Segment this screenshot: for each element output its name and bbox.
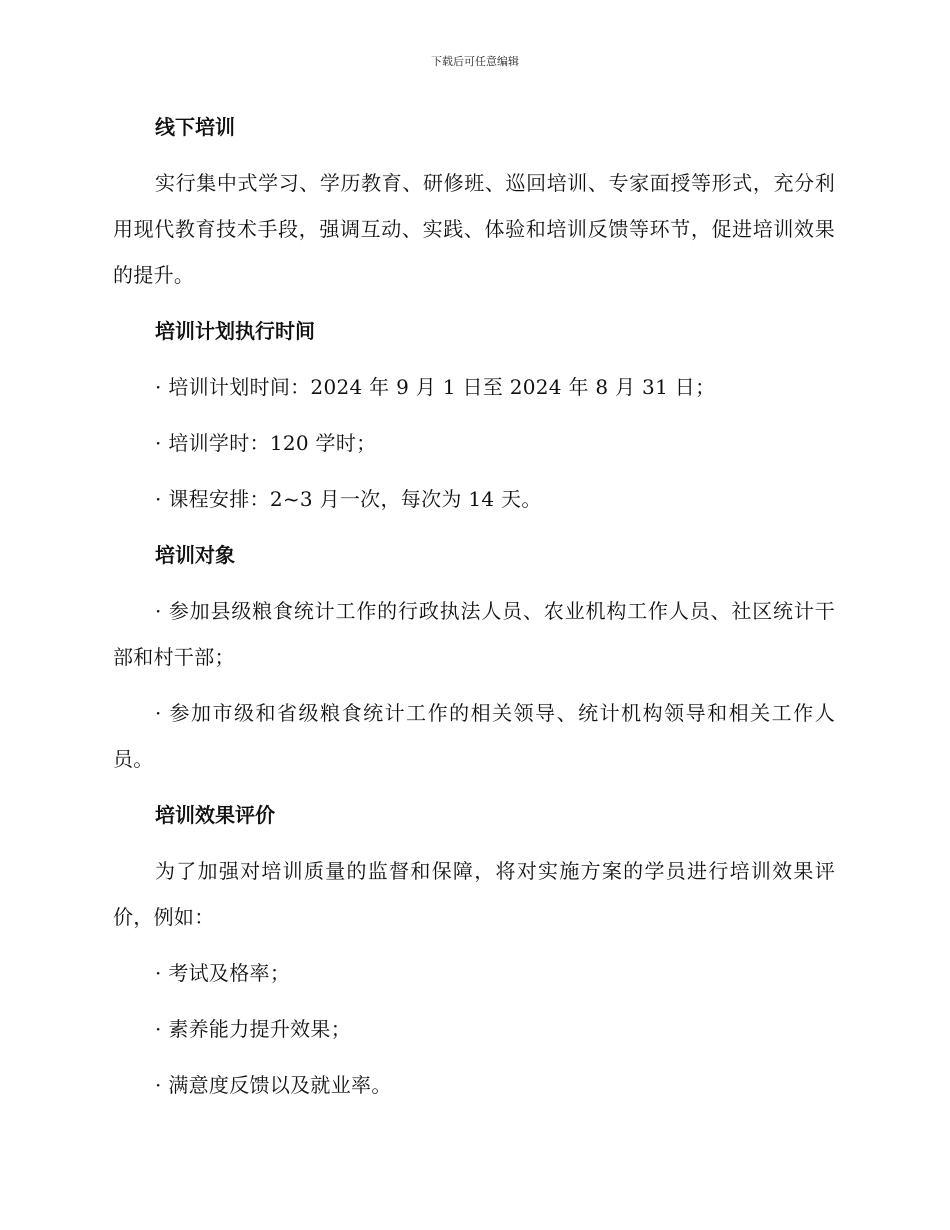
- list-item-study-hours: · 培训学时：120 学时；: [155, 431, 377, 455]
- paragraph-evaluation-intro: 为了加强对培训质量的监督和保障，将对实施方案的学员进行培训效果评价，例如：: [113, 859, 835, 929]
- section-heading-trainees: 培训对象: [155, 543, 235, 567]
- page-header: 下载后可任意编辑: [431, 55, 519, 68]
- section-heading-schedule: 培训计划执行时间: [155, 319, 315, 343]
- list-item-pass-rate: · 考试及格率；: [155, 961, 291, 985]
- section-heading-offline-training: 线下培训: [155, 115, 235, 139]
- section-heading-evaluation: 培训效果评价: [155, 803, 275, 827]
- list-item-plan-time: · 培训计划时间：2024 年 9 月 1 日至 2024 年 8 月 31 日；: [155, 375, 716, 399]
- list-item-course-arrangement: · 课程安排：2~3 月一次，每次为 14 天。: [155, 487, 542, 511]
- paragraph-offline-training-description: 实行集中式学习、学历教育、研修班、巡回培训、专家面授等形式，充分利用现代教育技术手段，强调互动、实践、体验和培训反馈等环节，促进培训效果的提升。: [113, 171, 835, 287]
- list-item-city-provincial-staff: · 参加市级和省级粮食统计工作的相关领导、统计机构领导和相关工作人员。: [113, 701, 835, 771]
- list-item-satisfaction-employment: · 满意度反馈以及就业率。: [155, 1073, 392, 1097]
- document-body: [113, 104, 835, 1118]
- list-item-competence-improvement: · 素养能力提升效果；: [155, 1017, 352, 1041]
- list-item-county-level-staff: · 参加县级粮食统计工作的行政执法人员、农业机构工作人员、社区统计干部和村干部；: [113, 599, 835, 669]
